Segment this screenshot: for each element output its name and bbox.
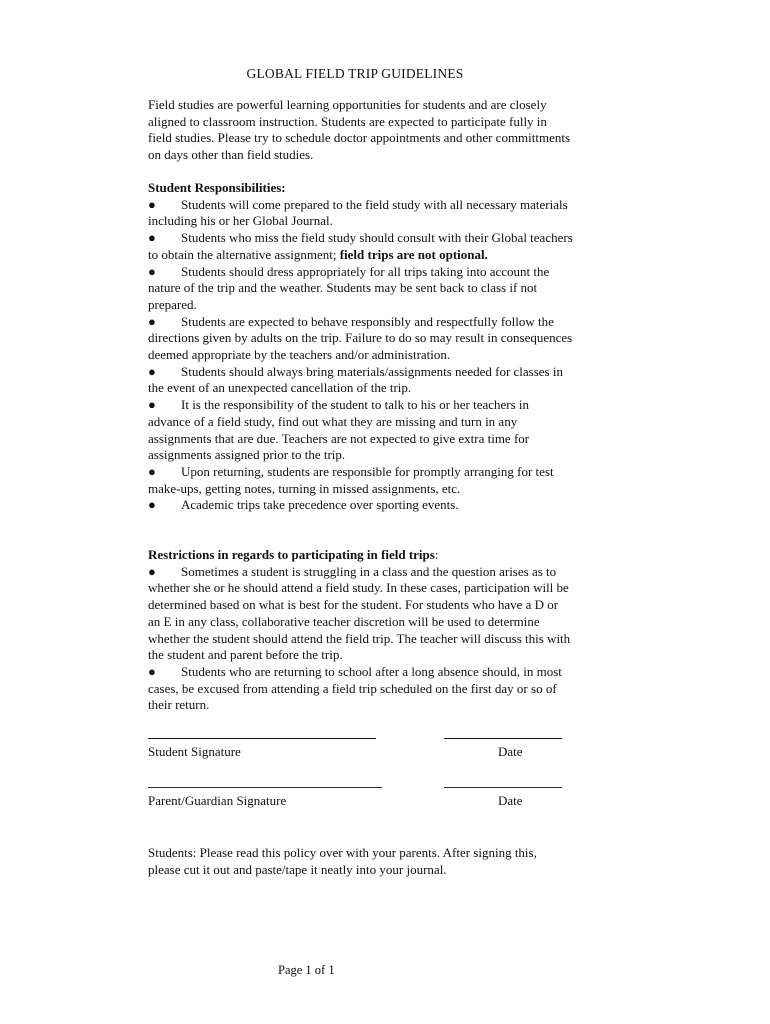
restrictions-heading: Restrictions in regards to participating in field trips: [148, 547, 435, 562]
student-date-label: Date: [498, 744, 523, 759]
restriction-item: [148, 564, 573, 664]
parent-signature-label: Parent/Guardian Signature: [148, 793, 287, 808]
responsibility-item-text: Students should dress appropriately for all trips taking into account the nature of the trip and the weather. Students may be sent back to class if not prepared.: [148, 263, 550, 312]
responsibility-item-text: Students who miss the field study should consult with their Global teachers to obtain the alternative assignment;: [148, 230, 573, 262]
responsibility-item: [148, 497, 573, 514]
responsibility-item: [148, 464, 573, 497]
responsibility-item: [148, 364, 573, 397]
responsibility-item-text: Students should always bring materials/assignments needed for classes in the event of an unexpected cancellation of the trip.: [148, 363, 563, 396]
responsibility-item-text: It is the responsibility of the student to talk to his or her teachers in advance of a field study, find out what they are missing and turn in any assignments that are due. Teachers are not expected to give extra time for assignments assigned prior to the trip.: [148, 397, 530, 463]
restriction-item-text: Sometimes a student is struggling in a class and the question arises as to whether she or he should attend a field study. In these cases, participation will be determined based on what is best for the student. For students who have a D or an E in any class, collaborative teacher discretion will be used to determine whether the student should attend the field trip. The teacher will discuss this with the student and parent before the trip.: [148, 563, 571, 663]
bullet-icon: ●: [148, 363, 156, 379]
restrictions-section: [148, 547, 573, 714]
responsibility-item-text: Academic trips take precedence over sporting events.: [181, 497, 459, 513]
restrictions-heading-suffix: :: [434, 547, 439, 562]
responsibilities-heading: Student Responsibilities:: [148, 180, 286, 195]
bullet-icon: ●: [148, 497, 156, 513]
intro-paragraph: Field studies are powerful learning opportunities for students and are closely aligned to classroom instruction. Students are expected to participate fully in field studies. Please try to schedule doctor appointments and other committments on days other than field studies.: [148, 97, 571, 163]
bullet-icon: ●: [148, 196, 156, 212]
closing-paragraph: Students: Please read this policy over with your parents. After signing this, please cut it out and paste/tape it neatly into your journal.: [148, 845, 537, 877]
restrictions-list: [148, 564, 573, 714]
bullet-icon: ●: [148, 563, 156, 579]
bullet-icon: ●: [148, 397, 156, 413]
parent-date-line[interactable]: [444, 787, 562, 788]
responsibility-item: [148, 397, 573, 464]
responsibility-item-text: Students will come prepared to the field study with all necessary materials including his or her Global Journal.: [148, 196, 568, 229]
bullet-icon: ●: [148, 263, 156, 279]
parent-signature-row: [148, 787, 568, 827]
restriction-item: [148, 664, 573, 714]
responsibility-item: [148, 197, 573, 230]
parent-date-label: Date: [498, 793, 523, 808]
responsibility-item: [148, 314, 573, 364]
restriction-item-text: Students who are returning to school after a long absence should, in most cases, be excused from attending a field trip scheduled on the first day or so of their return.: [148, 663, 562, 713]
responsibilities-section: [148, 180, 573, 514]
responsibility-item-text: Upon returning, students are responsible for promptly arranging for test make-ups, getting notes, turning in missed assignments, etc.: [148, 463, 554, 496]
document-title: GLOBAL FIELD TRIP GUIDELINES: [246, 66, 464, 81]
bullet-icon: ●: [148, 313, 156, 329]
responsibility-item: [148, 264, 573, 314]
responsibility-item-text: Students are expected to behave responsibly and respectfully follow the directions given by adults on the trip. Failure to do so may result in consequences deemed appropriate by the teachers and/or administration.: [148, 313, 573, 363]
responsibilities-list: [148, 197, 573, 514]
student-date-line[interactable]: [444, 738, 562, 739]
restrictions-heading-line: [148, 547, 573, 564]
student-signature-row: [148, 738, 568, 778]
bullet-icon: ●: [148, 463, 156, 479]
student-signature-line[interactable]: [148, 738, 376, 739]
bullet-icon: ●: [148, 663, 156, 679]
student-signature-label: Student Signature: [148, 744, 241, 759]
responsibility-item-emphasis: field trips are not optional.: [339, 246, 488, 262]
page-number: Page 1 of 1: [278, 963, 335, 977]
bullet-icon: ●: [148, 230, 156, 246]
responsibility-item: [148, 230, 573, 263]
parent-signature-line[interactable]: [148, 787, 382, 788]
